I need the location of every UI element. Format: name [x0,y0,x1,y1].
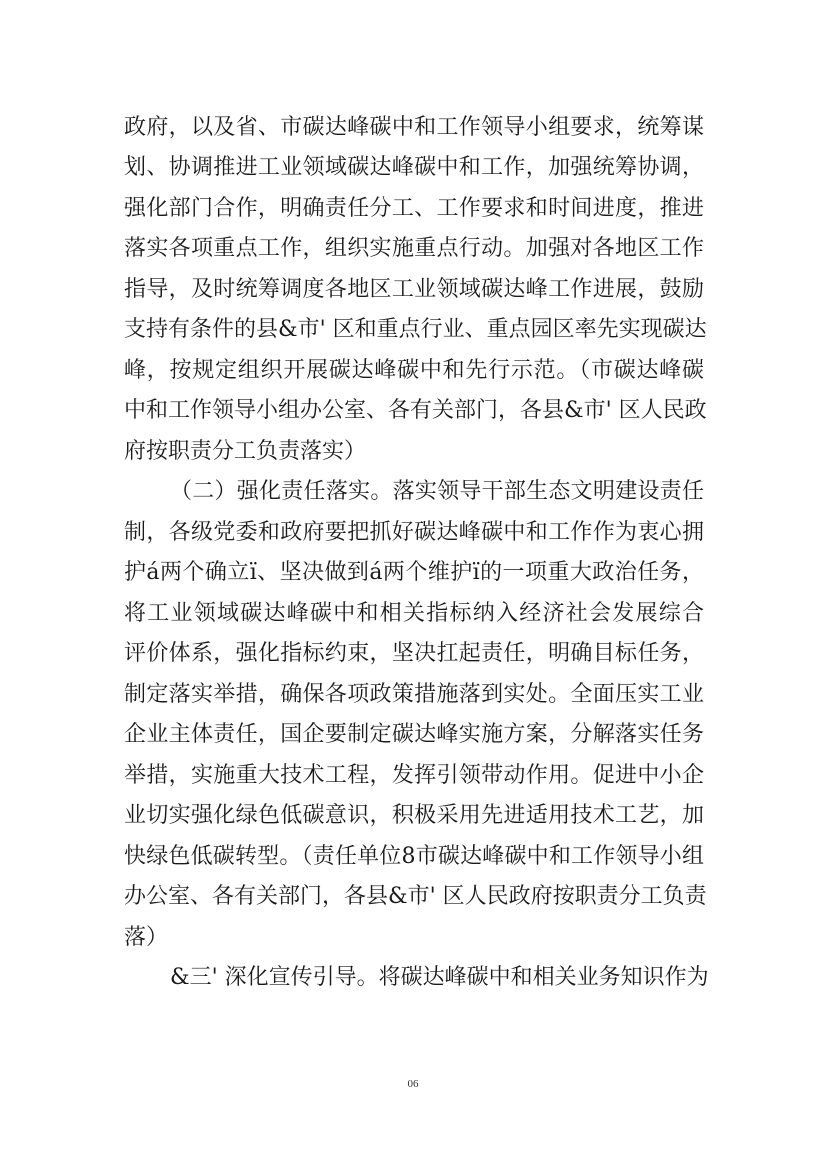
body-text-line: 护á两个确立ï、坚决做到á两个维护ï的一项重大政治任务， [124,560,704,585]
body-text-line: 制定落实举措，确保各项政策措施落到实处。全面压实工业 [124,682,704,707]
body-text-line: 评价体系，强化指标约束，坚决扛起责任，明确目标任务， [124,641,704,666]
body-text-line: 举措，实施重大技术工程，发挥引领带动作用。促进中小企 [124,763,704,788]
body-text-line: 中和工作领导小组办公室、各有关部门，各县&市' 区人民政 [124,398,707,423]
body-text-line: 峰，按规定组织开展碳达峰碳中和先行示范。（市碳达峰碳 [124,358,704,383]
body-text-line: 指导，及时统筹调度各地区工业领域碳达峰工作进展，鼓励 [124,277,704,302]
body-text-line: 划、协调推进工业领域碳达峰碳中和工作，加强统筹协调， [124,155,704,180]
body-text-line: 支持有条件的县&市' 区和重点行业、重点园区率先实现碳达 [124,317,707,342]
body-text-line: 政府，以及省、市碳达峰碳中和工作领导小组要求，统筹谋 [124,115,704,140]
body-text-line: 将工业领域碳达峰碳中和相关指标纳入经济社会发展综合 [124,601,704,626]
page-number: 06 [407,1078,419,1090]
body-text-line: 制，各级党委和政府要把抓好碳达峰碳中和工作作为衷心拥 [124,520,704,545]
body-text-line: 府按职责分工负责落实） [124,439,367,464]
body-text-line: 业切实强化绿色低碳意识，积极采用先进适用技术工艺，加 [124,803,704,828]
body-text-line: 落实各项重点工作，组织实施重点行动。加强对各地区工作 [124,236,704,261]
section-heading-line: （二）强化责任落实。落实领导干部生态文明建设责任 [170,479,704,504]
body-text-line: 办公室、各有关部门，各县&市' 区人民政府按职责分工负责 [124,884,707,909]
body-text-line: 强化部门合作，明确责任分工、工作要求和时间进度，推进 [124,196,704,221]
body-text-line: 快绿色低碳转型。（责任单位8市碳达峰碳中和工作领导小组 [124,844,704,869]
section-heading-line: &三' 深化宣传引导。将碳达峰碳中和相关业务知识作为 [170,965,709,990]
body-text-line: 企业主体责任，国企要制定碳达峰实施方案，分解落实任务 [124,722,704,747]
body-text-line: 落） [124,925,169,950]
